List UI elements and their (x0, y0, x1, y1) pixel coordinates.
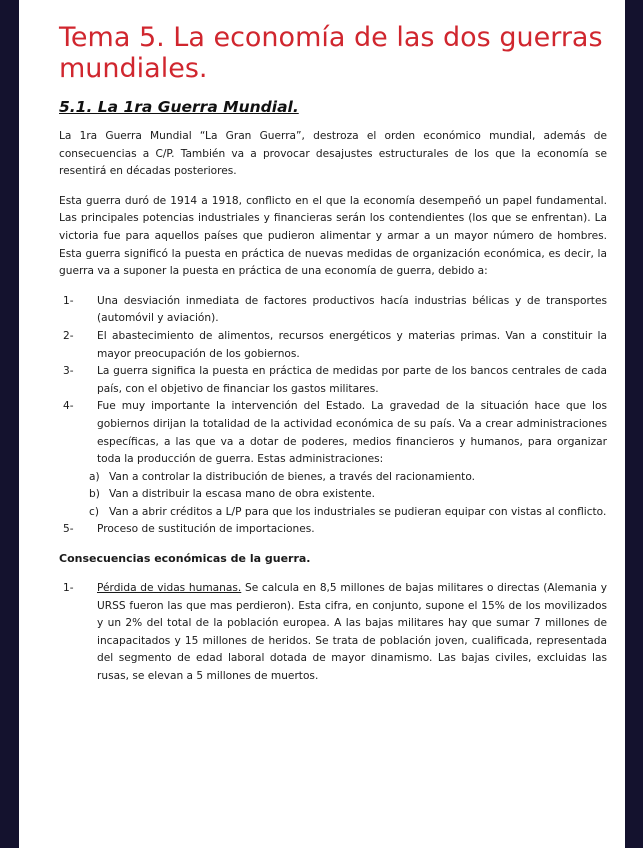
sub-list-letter: a) (89, 470, 100, 483)
sub-list-text: Van a abrir créditos a L/P para que los industriales se pudieran equipar con vistas al conflicto. (109, 505, 607, 518)
consequences-list (59, 580, 607, 686)
document-page (19, 0, 625, 848)
sub-list-letter: c) (89, 505, 99, 518)
list-item-text: Fue muy importante la intervención del Estado. La gravedad de la situación hace que los gobiernos dirijan la totalidad de la actividad económica de su país. Va a crear administraciones específicas, a las que va a dotar de poderes, medios financieros y humanos, para organizar toda la producción de guerra. Estas administraciones: (97, 400, 607, 466)
list-number: 5- (63, 523, 74, 536)
paragraph: La 1ra Guerra Mundial “La Gran Guerra”, destroza el orden económico mundial, además de consecuencias a C/P. También va a provocar desajustes estructurales de los que la economía se resentirá en décadas posteriores. (59, 130, 607, 178)
sub-list (89, 469, 607, 522)
sub-list-item (89, 486, 607, 504)
page-content (59, 22, 607, 686)
list-number: 3- (63, 365, 74, 378)
page-title: Tema 5. La economía de las dos guerras mundiales. (59, 22, 603, 84)
list-item (59, 328, 607, 363)
list-number: 1- (63, 294, 74, 307)
list-item (59, 363, 607, 398)
numbered-list (59, 293, 607, 539)
sub-list-item (89, 504, 607, 522)
list-item-text: La guerra significa la puesta en práctica de medidas por parte de los bancos centrales de cada país, con el objetivo de financiar los gastos militares. (97, 365, 607, 395)
list-number: 1- (63, 582, 74, 595)
list-item (59, 521, 607, 539)
list-item (59, 293, 607, 328)
list-number: 4- (63, 400, 74, 413)
list-item-lead: Pérdida de vidas humanas. (97, 582, 242, 595)
sub-list-text: Van a controlar la distribución de bienes, a través del racionamiento. (109, 470, 475, 483)
list-number: 2- (63, 329, 74, 342)
list-item (59, 398, 607, 521)
sub-list-text: Van a distribuir la escasa mano de obra existente. (109, 488, 376, 501)
paragraph: Esta guerra duró de 1914 a 1918, conflicto en el que la economía desempeñó un papel fundamental. Las principales potencias industriales y financieras serán los contendientes (los que se enfrentan). La victoria fue para aquellos países que pudieron alimentar y armar a un mayor número de hombres. Esta guerra significó la puesta en práctica de nuevas medidas de organización económica, es decir, la guerra va a suponer la puesta en práctica de una economía de guerra, debido a: (59, 194, 607, 278)
list-item (59, 580, 607, 686)
consequences-heading: Consecuencias económicas de la guerra. (59, 552, 311, 566)
section-heading: 5.1. La 1ra Guerra Mundial. (59, 98, 299, 116)
list-item-text: Proceso de sustitución de importaciones. (97, 523, 315, 536)
list-item-text: Se calcula en 8,5 millones de bajas militares o directas (Alemania y URSS fueron las que mas perdieron). Esta cifra, en conjunto, supone el 15% de los movilizados y un 2% del total de la población europea. A las bajas militares hay que sumar 7 millones de incapacitados y 15 millones de heridos. Se trata de población joven, cualificada, representada del segmento de edad laboral dotada de mayor dinamismo. Las bajas civiles, excluidas las rusas, se elevan a 5 millones de muertos. (97, 582, 607, 683)
list-item-text: El abastecimiento de alimentos, recursos energéticos y materias primas. Van a constituir la mayor preocupación de los gobiernos. (97, 329, 607, 360)
list-item-text: Una desviación inmediata de factores productivos hacía industrias bélicas y de transportes (automóvil y aviación). (97, 294, 607, 325)
sub-list-item (89, 469, 607, 487)
sub-list-letter: b) (89, 488, 100, 501)
